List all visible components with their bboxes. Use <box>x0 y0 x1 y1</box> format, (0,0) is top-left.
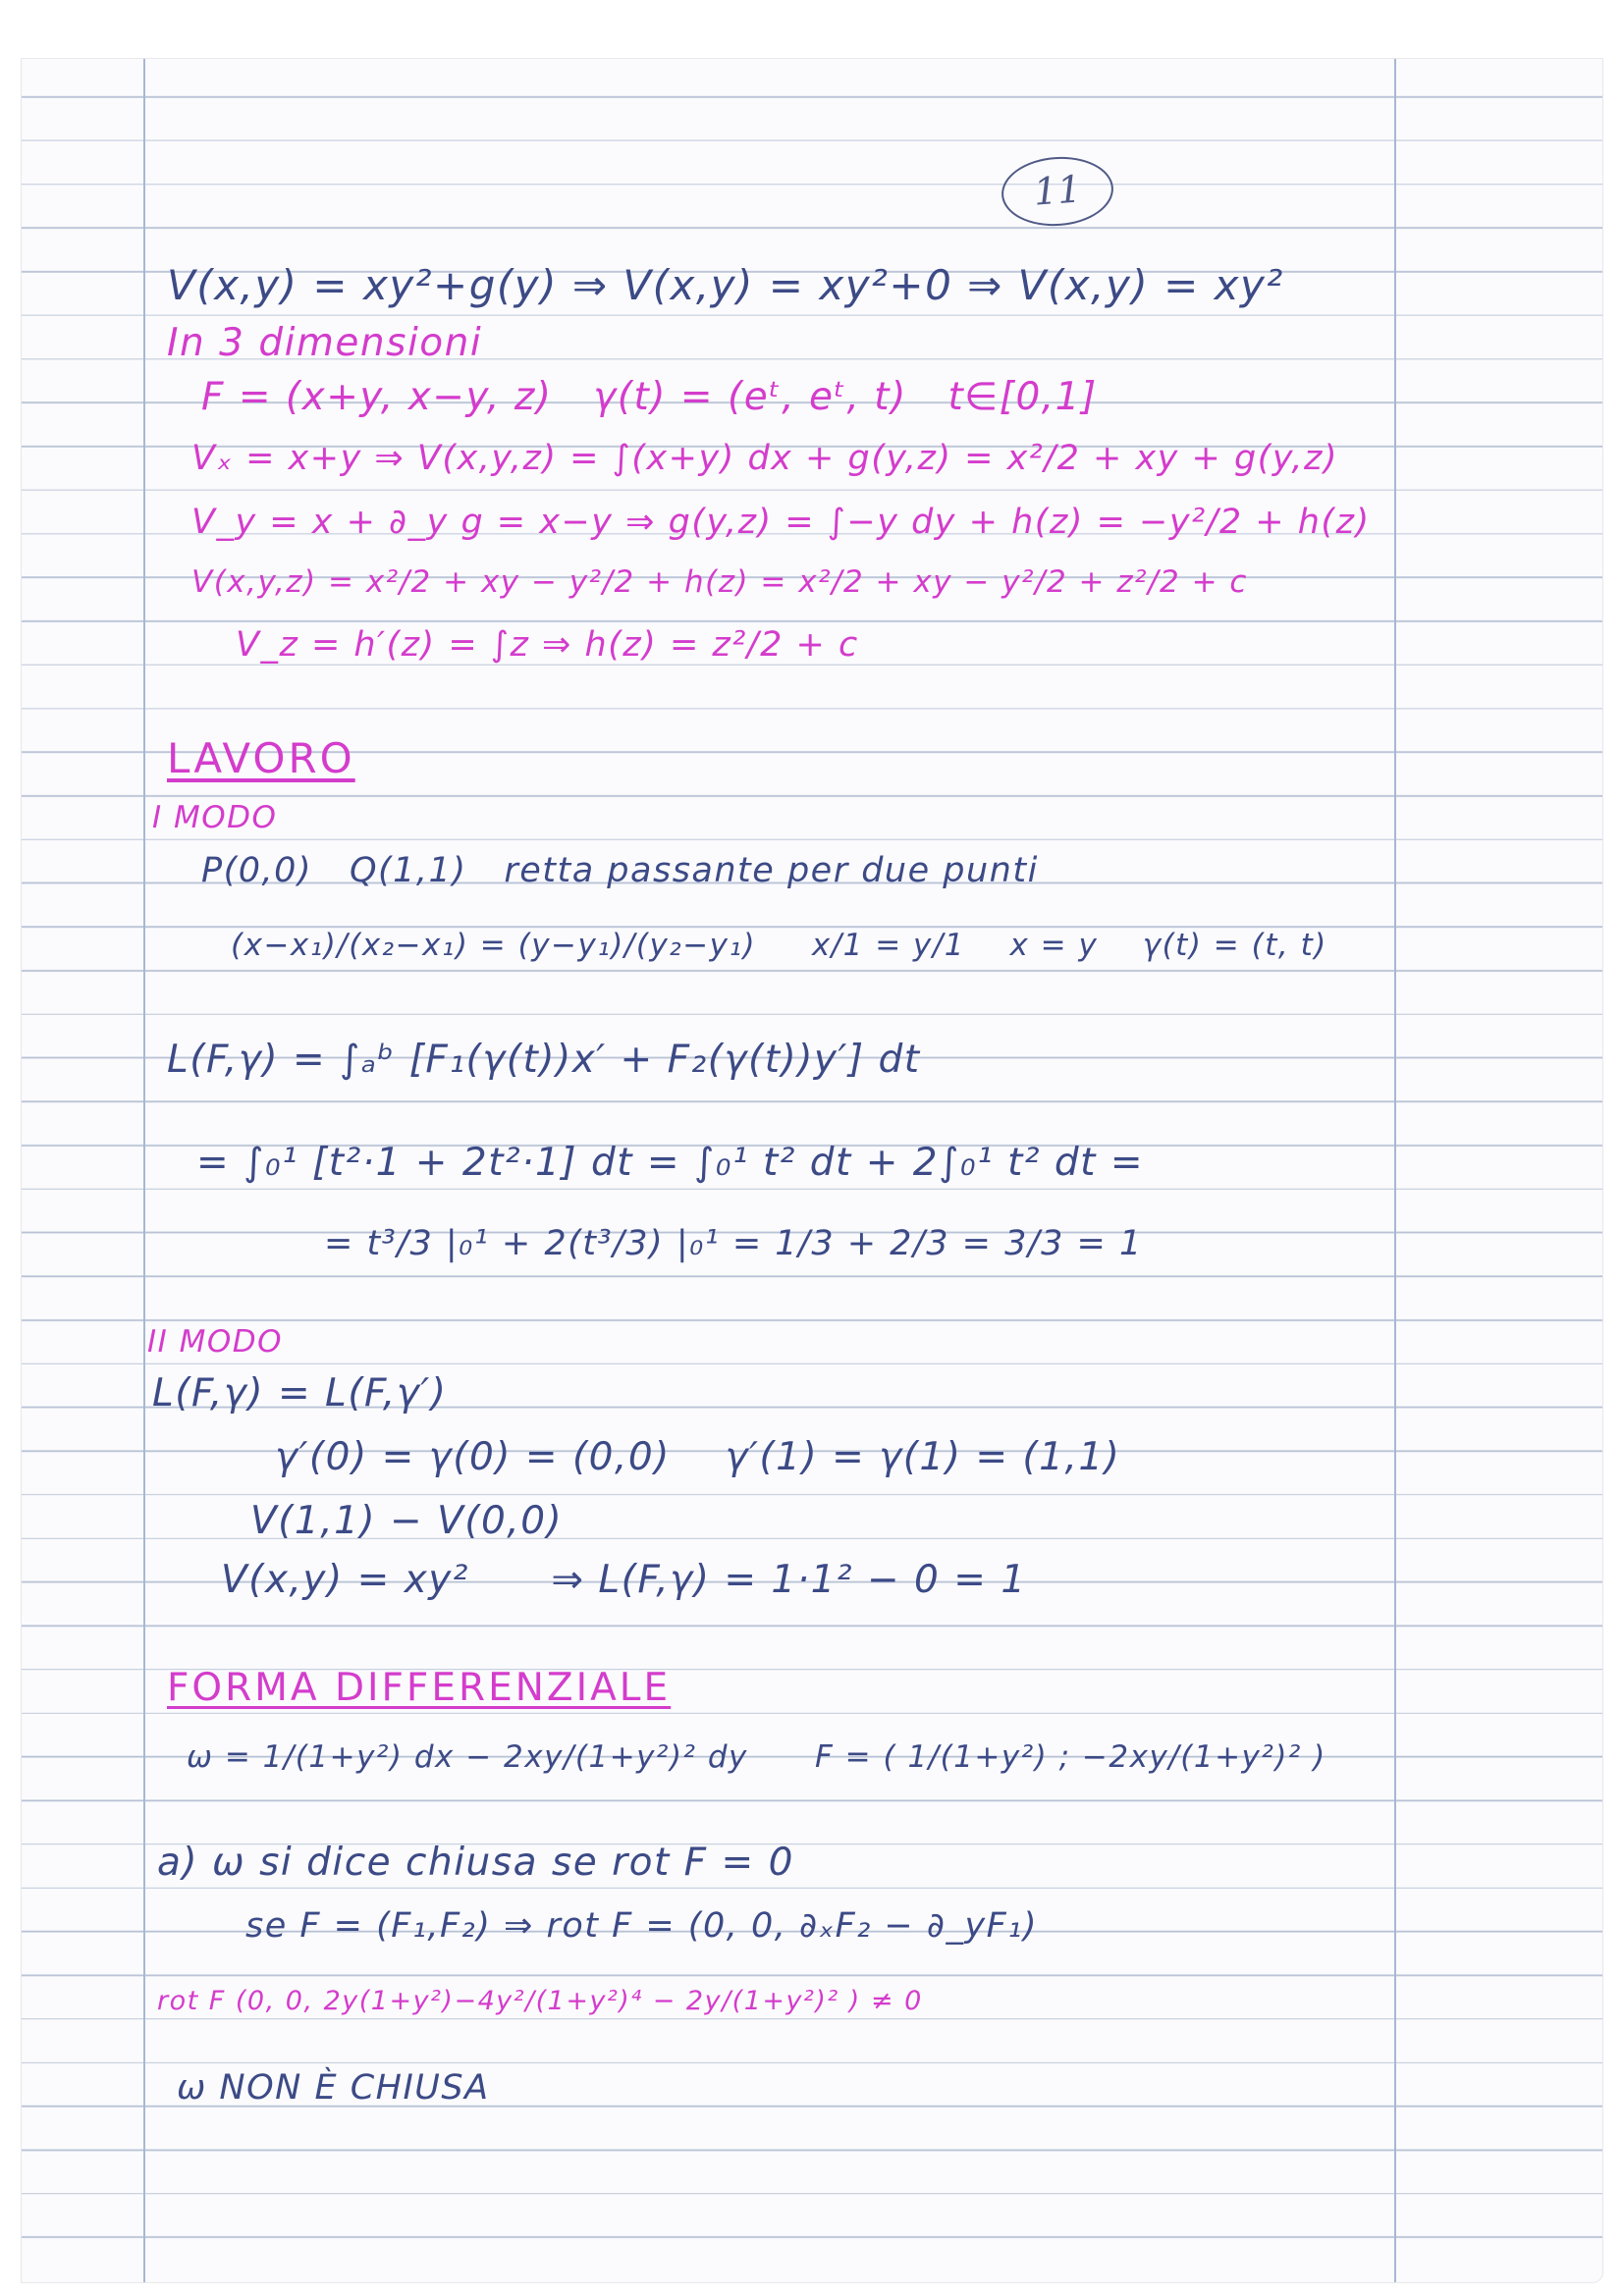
right-margin-line <box>1394 59 1396 2282</box>
vx-integration-line: Vₓ = x+y ⇒ V(x,y,z) = ∫(x+y) dx + g(y,z) = x²/2 + xy + g(y,z) <box>191 439 1338 478</box>
rot-definition: se F = (F₁,F₂) ⇒ rot F = (0, 0, ∂ₓF₂ − ∂_yF₁) <box>245 1906 1038 1946</box>
vz-derivation-line: V_z = h′(z) = ∫z ⇒ h(z) = z²/2 + c <box>236 625 859 665</box>
potential-3d-line: V(x,y,z) = x²/2 + xy − y²/2 + h(z) = x²/2 + xy − y²/2 + z²/2 + c <box>191 564 1248 600</box>
first-method-heading: I MODO <box>152 800 278 835</box>
second-method-heading: II MODO <box>147 1324 284 1360</box>
three-dimensions-heading: In 3 dimensioni <box>167 321 483 365</box>
not-closed-conclusion: ω NON È CHIUSA <box>177 2068 490 2108</box>
omega-definition: ω = 1/(1+y²) dx − 2xy/(1+y²)² dy F = ( 1/(1+y²) ; −2xy/(1+y²)² ) <box>187 1739 1326 1775</box>
differential-form-heading: FORMA DIFFERENZIALE <box>167 1666 672 1710</box>
field-curve-definition: F = (x+y, x−y, z) γ(t) = (eᵗ, eᵗ, t) t∈[0,1] <box>201 375 1098 419</box>
points-line: P(0,0) Q(1,1) retta passante per due punti <box>201 851 1039 890</box>
work-result-line: V(x,y) = xy² ⇒ L(F,γ) = 1·1² − 0 = 1 <box>221 1558 1027 1602</box>
work-equality-line: L(F,γ) = L(F,γ′) <box>152 1371 448 1415</box>
closed-form-condition: a) ω si dice chiusa se rot F = 0 <box>157 1841 794 1885</box>
left-margin-line <box>143 59 145 2282</box>
lavoro-heading: LAVORO <box>167 734 355 782</box>
page-number: 11 <box>1000 153 1116 230</box>
endpoints-line: γ′(0) = γ(0) = (0,0) γ′(1) = γ(1) = (1,1) <box>275 1435 1121 1479</box>
line-through-points: (x−x₁)/(x₂−x₁) = (y−y₁)/(y₂−y₁) x/1 = y/1 x = y γ(t) = (t, t) <box>231 928 1327 963</box>
work-integral-computation: = ∫₀¹ [t²·1 + 2t²·1] dt = ∫₀¹ t² dt + 2∫₀¹ t² dt = <box>196 1141 1145 1185</box>
work-integral-result: = t³/3 |₀¹ + 2(t³/3) |₀¹ = 1/3 + 2/3 = 3/3 = 1 <box>324 1224 1143 1263</box>
work-integral-definition: L(F,γ) = ∫ₐᵇ [F₁(γ(t))x′ + F₂(γ(t))y′] dt <box>167 1038 921 1082</box>
potential-2d-line: V(x,y) = xy²+g(y) ⇒ V(x,y) = xy²+0 ⇒ V(x,y) = xy² <box>167 261 1284 309</box>
rot-computation: rot F (0, 0, 2y(1+y²)−4y²/(1+y²)⁴ − 2y/(1+y²)² ) ≠ 0 <box>157 1986 923 2016</box>
potential-difference-line: V(1,1) − V(0,0) <box>250 1499 564 1543</box>
vy-derivation-line: V_y = x + ∂_y g = x−y ⇒ g(y,z) = ∫−y dy + h(z) = −y²/2 + h(z) <box>191 503 1371 542</box>
